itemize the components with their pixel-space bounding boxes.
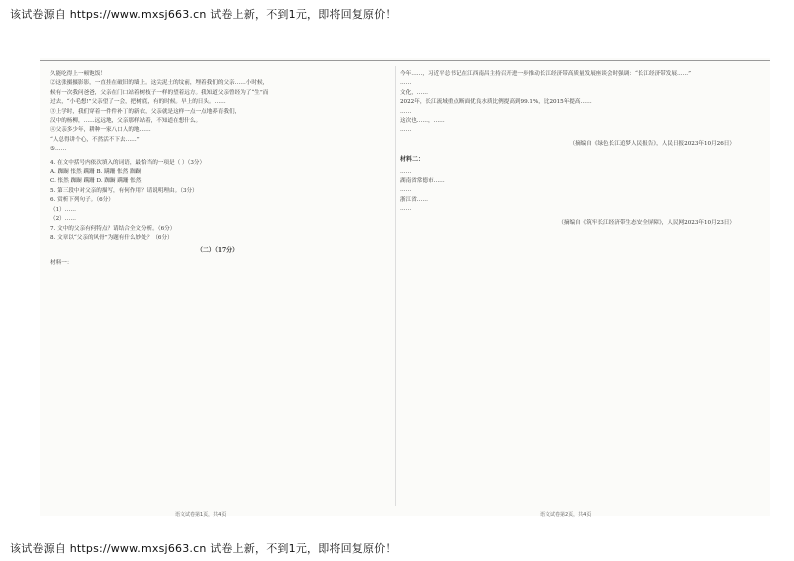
- left-passage: [50, 70, 385, 155]
- passage-line: ……: [400, 187, 412, 194]
- passage-line: ④父亲多少年，耕种一家八口人的地……: [50, 127, 151, 134]
- passage-line: 浙江省……: [400, 196, 428, 203]
- passage-line: 文化，……: [400, 89, 428, 96]
- passage-line: 过去，“小毛想!”父亲望了一会，把树底，有的时候。早上的日头。……: [50, 99, 226, 106]
- left-column: [50, 70, 385, 268]
- question-item: 4. 在文中括号内依次填入的词语，最恰当的一项是（ ）（3分）: [50, 159, 206, 166]
- question-item: （1）……: [50, 206, 76, 213]
- question-item: （2）……: [50, 216, 76, 223]
- passage-line: 久能吃得上一顿饱饭！: [50, 71, 106, 77]
- passage-line: ⑤……: [50, 146, 67, 153]
- column-divider: [395, 66, 396, 506]
- material-2-label: 材料二：: [400, 156, 425, 164]
- right-column: [400, 70, 735, 234]
- passage-line: ……: [400, 168, 412, 175]
- passage-line: 湖南省常德市……: [400, 178, 445, 185]
- passage-line: ……: [400, 80, 412, 87]
- question-list: [50, 159, 385, 244]
- passage-line: “人总得讲个心，不然活不下去……”: [50, 136, 140, 143]
- passage-line: ②这张摄摄影影，一直挂在破旧的墙上。这尖泥土的坟前，埋着我们的父亲……小时候，: [50, 80, 269, 87]
- passage-line: 汉中的杨柳，……远远地，父亲那样站着，不知道在想什么。: [50, 118, 202, 125]
- question-item: 7. 文中的父亲有何特点？请结合全文分析。（6分）: [50, 225, 176, 232]
- source-banner-top: 该试卷源自 https://www.mxsj663.cn 试卷上新，不到1元，即将回复原价！: [10, 8, 397, 21]
- page-footer-right: 语文试卷第2页，共4页: [540, 512, 592, 518]
- right-passage-2: [400, 168, 735, 215]
- material-label: 材料一：: [50, 259, 73, 266]
- passage-line: 2022年，长江流域重点断面优良水质比例提高到99.1%，比2015年提高……: [400, 99, 592, 106]
- section-heading: （二）（17分）: [196, 247, 239, 255]
- passage-line: 这次也……，……: [400, 118, 445, 125]
- source-banner-bottom: 该试卷源自 https://www.mxsj663.cn 试卷上新，不到1元，即将回复原价！: [10, 542, 397, 555]
- question-item: C. 怅然 踟蹰 蹒跚 D. 踟蹰 蹒跚 怅然: [50, 178, 142, 185]
- page-footer-left: 语文试卷第1页，共4页: [175, 512, 227, 518]
- source-citation-2: （摘编自《筑牢长江经济带生态安全屏障》，人民网2023年10月23日）: [558, 219, 735, 226]
- passage-line: ……: [400, 108, 412, 115]
- passage-line: 今年……，习近平总书记在江西南昌主持召开进一步推动长江经济带高质量发展座谈会时强调：“长江经济带发展……”: [400, 71, 692, 77]
- source-citation-1: （摘编自《绿色长江追梦人民报告》，人民日报2023年10月26日）: [569, 140, 735, 147]
- passage-line: ……: [400, 127, 412, 134]
- question-item: 5. 第三段中对父亲的描写，有何作用？请说明理由。（3分）: [50, 187, 198, 194]
- top-rule: [40, 60, 770, 61]
- passage-line: ……: [400, 206, 412, 213]
- passage-line: 候有一次我问爸爸，父亲在门口站着树枝子一样的望着远方。我知道父亲曾经为了“生”而: [50, 89, 269, 96]
- right-passage: [400, 70, 735, 136]
- question-item: A. 踟蹰 怅然 蹒跚 B. 蹒跚 怅然 踟蹰: [50, 169, 142, 176]
- question-item: 8. 文章以“父亲的风骨”为题有什么妙处？（6分）: [50, 234, 173, 241]
- question-item: 6. 赏析下列句子。（6分）: [50, 197, 114, 204]
- passage-line: ③上学时，我们穿着一件件补丁的新衣，父亲就是这样一点一点地养育我们，: [50, 108, 241, 115]
